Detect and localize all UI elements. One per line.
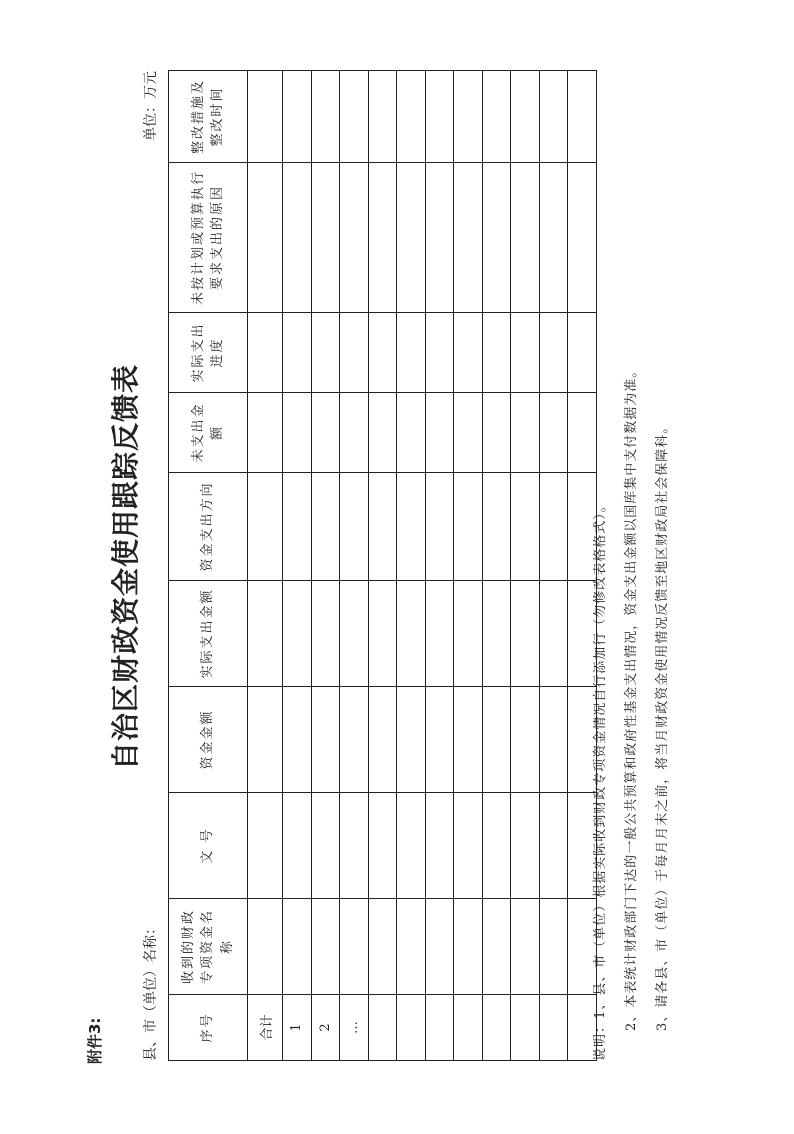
table-cell[interactable] bbox=[368, 899, 397, 995]
note-line-1: 说明：1、县、市（单位）根据实际收到财政专项资金情况自行添加行（勿修改表格格式）。 bbox=[593, 498, 608, 1061]
table-cell[interactable] bbox=[482, 473, 511, 581]
table-cell[interactable] bbox=[368, 473, 397, 581]
table-cell[interactable] bbox=[425, 313, 454, 393]
table-cell[interactable] bbox=[425, 71, 454, 163]
table-cell[interactable] bbox=[454, 313, 483, 393]
table-cell[interactable] bbox=[311, 313, 340, 393]
table-cell[interactable] bbox=[454, 163, 483, 313]
table-cell[interactable] bbox=[283, 163, 312, 313]
table-cell[interactable] bbox=[283, 581, 312, 687]
table-cell[interactable] bbox=[539, 313, 568, 393]
row-seq: 合计 bbox=[248, 995, 283, 1061]
table-cell[interactable] bbox=[311, 793, 340, 899]
header-rectification: 整改措施及整改时间 bbox=[169, 71, 248, 163]
unit-label: 单位：万元 bbox=[143, 71, 159, 141]
table-row bbox=[368, 71, 397, 1061]
county-name-label: 县、市（单位）名称： bbox=[143, 921, 159, 1061]
table-cell[interactable] bbox=[397, 71, 426, 163]
table-cell[interactable] bbox=[283, 71, 312, 163]
table-cell[interactable] bbox=[283, 393, 312, 473]
note-line-2: 2、本表统计财政部门下达的一般公共预算和政府性基金支出情况，资金支出金额以国库集中支付数据为准。 bbox=[624, 363, 639, 1031]
table-cell[interactable] bbox=[511, 393, 540, 473]
table-row bbox=[482, 71, 511, 1061]
table-cell[interactable] bbox=[425, 473, 454, 581]
table-cell[interactable] bbox=[454, 899, 483, 995]
table-cell[interactable] bbox=[248, 393, 283, 473]
table-cell[interactable] bbox=[511, 581, 540, 687]
table-cell[interactable] bbox=[454, 793, 483, 899]
table-cell[interactable] bbox=[311, 163, 340, 313]
table-cell[interactable] bbox=[482, 687, 511, 793]
table-cell[interactable] bbox=[425, 687, 454, 793]
unit-row bbox=[140, 71, 162, 1061]
table-cell[interactable] bbox=[311, 687, 340, 793]
table-cell[interactable] bbox=[539, 899, 568, 995]
table-cell[interactable] bbox=[397, 313, 426, 393]
table-cell[interactable] bbox=[539, 163, 568, 313]
table-cell[interactable] bbox=[340, 393, 369, 473]
table-cell[interactable] bbox=[539, 473, 568, 581]
table-cell[interactable] bbox=[283, 899, 312, 995]
table-cell[interactable] bbox=[340, 313, 369, 393]
table-row bbox=[511, 71, 540, 1061]
table-cell[interactable] bbox=[454, 71, 483, 163]
row-seq bbox=[368, 995, 397, 1061]
header-expenditure-progress: 实际支出进度 bbox=[169, 313, 248, 393]
table-cell[interactable] bbox=[311, 473, 340, 581]
table-cell[interactable] bbox=[482, 581, 511, 687]
table-cell[interactable] bbox=[397, 687, 426, 793]
table-cell[interactable] bbox=[283, 473, 312, 581]
table-cell[interactable] bbox=[368, 313, 397, 393]
table-cell[interactable] bbox=[511, 71, 540, 163]
table-cell[interactable] bbox=[368, 393, 397, 473]
table-cell[interactable] bbox=[425, 899, 454, 995]
table-cell[interactable] bbox=[539, 793, 568, 899]
table-cell[interactable] bbox=[368, 581, 397, 687]
table-cell[interactable] bbox=[511, 473, 540, 581]
table-cell[interactable] bbox=[511, 899, 540, 995]
table-cell[interactable] bbox=[482, 313, 511, 393]
table-cell[interactable] bbox=[539, 687, 568, 793]
attachment-label: 附件3: bbox=[86, 1017, 104, 1064]
table-row bbox=[454, 71, 483, 1061]
table-cell[interactable] bbox=[248, 313, 283, 393]
table-cell[interactable] bbox=[340, 581, 369, 687]
table-cell[interactable] bbox=[283, 793, 312, 899]
table-cell[interactable] bbox=[283, 687, 312, 793]
table-cell[interactable] bbox=[283, 313, 312, 393]
table-cell[interactable] bbox=[248, 71, 283, 163]
table-cell[interactable] bbox=[482, 793, 511, 899]
table-cell[interactable] bbox=[511, 163, 540, 313]
table-cell[interactable] bbox=[425, 581, 454, 687]
table-cell[interactable] bbox=[248, 581, 283, 687]
table-cell[interactable] bbox=[397, 393, 426, 473]
table-cell[interactable] bbox=[397, 899, 426, 995]
table-cell[interactable] bbox=[482, 163, 511, 313]
table-cell[interactable] bbox=[311, 899, 340, 995]
notes-section bbox=[585, 61, 678, 1061]
header-actual-expenditure: 实际支出金额 bbox=[169, 581, 248, 687]
table-cell[interactable] bbox=[248, 899, 283, 995]
table-cell[interactable] bbox=[340, 793, 369, 899]
table-cell[interactable] bbox=[397, 473, 426, 581]
header-unspent-amount: 未支出金额 bbox=[169, 393, 248, 473]
table-cell[interactable] bbox=[248, 473, 283, 581]
row-seq bbox=[511, 995, 540, 1061]
table-row bbox=[425, 71, 454, 1061]
table-header-row bbox=[169, 71, 248, 1061]
row-seq bbox=[425, 995, 454, 1061]
table-cell[interactable] bbox=[539, 393, 568, 473]
table-row bbox=[248, 71, 283, 1061]
table-cell[interactable] bbox=[368, 71, 397, 163]
feedback-table bbox=[168, 70, 597, 1061]
page-title: 自治区财政资金使用跟踪反馈表 bbox=[109, 364, 142, 771]
table-cell[interactable] bbox=[425, 393, 454, 473]
row-seq bbox=[454, 995, 483, 1061]
row-seq: … bbox=[340, 995, 369, 1061]
table-cell[interactable] bbox=[539, 581, 568, 687]
header-fund-amount: 资金金额 bbox=[169, 687, 248, 793]
table-cell[interactable] bbox=[539, 71, 568, 163]
table-cell[interactable] bbox=[511, 793, 540, 899]
row-seq: 2 bbox=[311, 995, 340, 1061]
row-seq bbox=[539, 995, 568, 1061]
table-cell[interactable] bbox=[311, 581, 340, 687]
table-cell[interactable] bbox=[368, 793, 397, 899]
header-expenditure-direction: 资金支出方向 bbox=[169, 473, 248, 581]
table-cell[interactable] bbox=[397, 793, 426, 899]
row-seq bbox=[482, 995, 511, 1061]
row-seq: 1 bbox=[283, 995, 312, 1061]
note-line-3: 3、请各县、市（单位）于每月月末之前，将当月财政资金使用情况反馈至地区财政局社会保障科。 bbox=[655, 419, 670, 1031]
header-doc-number: 文 号 bbox=[169, 793, 248, 899]
header-seq: 序号 bbox=[169, 995, 248, 1061]
table-cell[interactable] bbox=[311, 393, 340, 473]
table-cell[interactable] bbox=[340, 163, 369, 313]
table-cell[interactable] bbox=[454, 687, 483, 793]
table-cell[interactable] bbox=[311, 71, 340, 163]
table-row bbox=[397, 71, 426, 1061]
table-cell[interactable] bbox=[454, 393, 483, 473]
table-cell[interactable] bbox=[397, 163, 426, 313]
table-row bbox=[340, 71, 369, 1061]
table-row bbox=[283, 71, 312, 1061]
table-cell[interactable] bbox=[248, 793, 283, 899]
header-fund-name: 收到的财政专项资金名称 bbox=[169, 899, 248, 995]
table-cell[interactable] bbox=[340, 71, 369, 163]
table-cell[interactable] bbox=[425, 793, 454, 899]
table-cell[interactable] bbox=[340, 899, 369, 995]
table-row bbox=[539, 71, 568, 1061]
table-row bbox=[311, 71, 340, 1061]
row-seq bbox=[397, 995, 426, 1061]
table-cell[interactable] bbox=[482, 393, 511, 473]
table-cell[interactable] bbox=[397, 581, 426, 687]
table-cell[interactable] bbox=[248, 687, 283, 793]
table-cell[interactable] bbox=[340, 687, 369, 793]
table-cell[interactable] bbox=[368, 687, 397, 793]
table-cell[interactable] bbox=[511, 687, 540, 793]
table-cell[interactable] bbox=[454, 473, 483, 581]
header-delay-reason: 未按计划或预算执行要求支出的原因 bbox=[169, 163, 248, 313]
table-cell[interactable] bbox=[248, 163, 283, 313]
table-cell[interactable] bbox=[511, 313, 540, 393]
table-cell[interactable] bbox=[482, 899, 511, 995]
table-cell[interactable] bbox=[340, 473, 369, 581]
table-cell[interactable] bbox=[454, 581, 483, 687]
table-cell[interactable] bbox=[368, 163, 397, 313]
table-cell[interactable] bbox=[425, 163, 454, 313]
table-cell[interactable] bbox=[482, 71, 511, 163]
